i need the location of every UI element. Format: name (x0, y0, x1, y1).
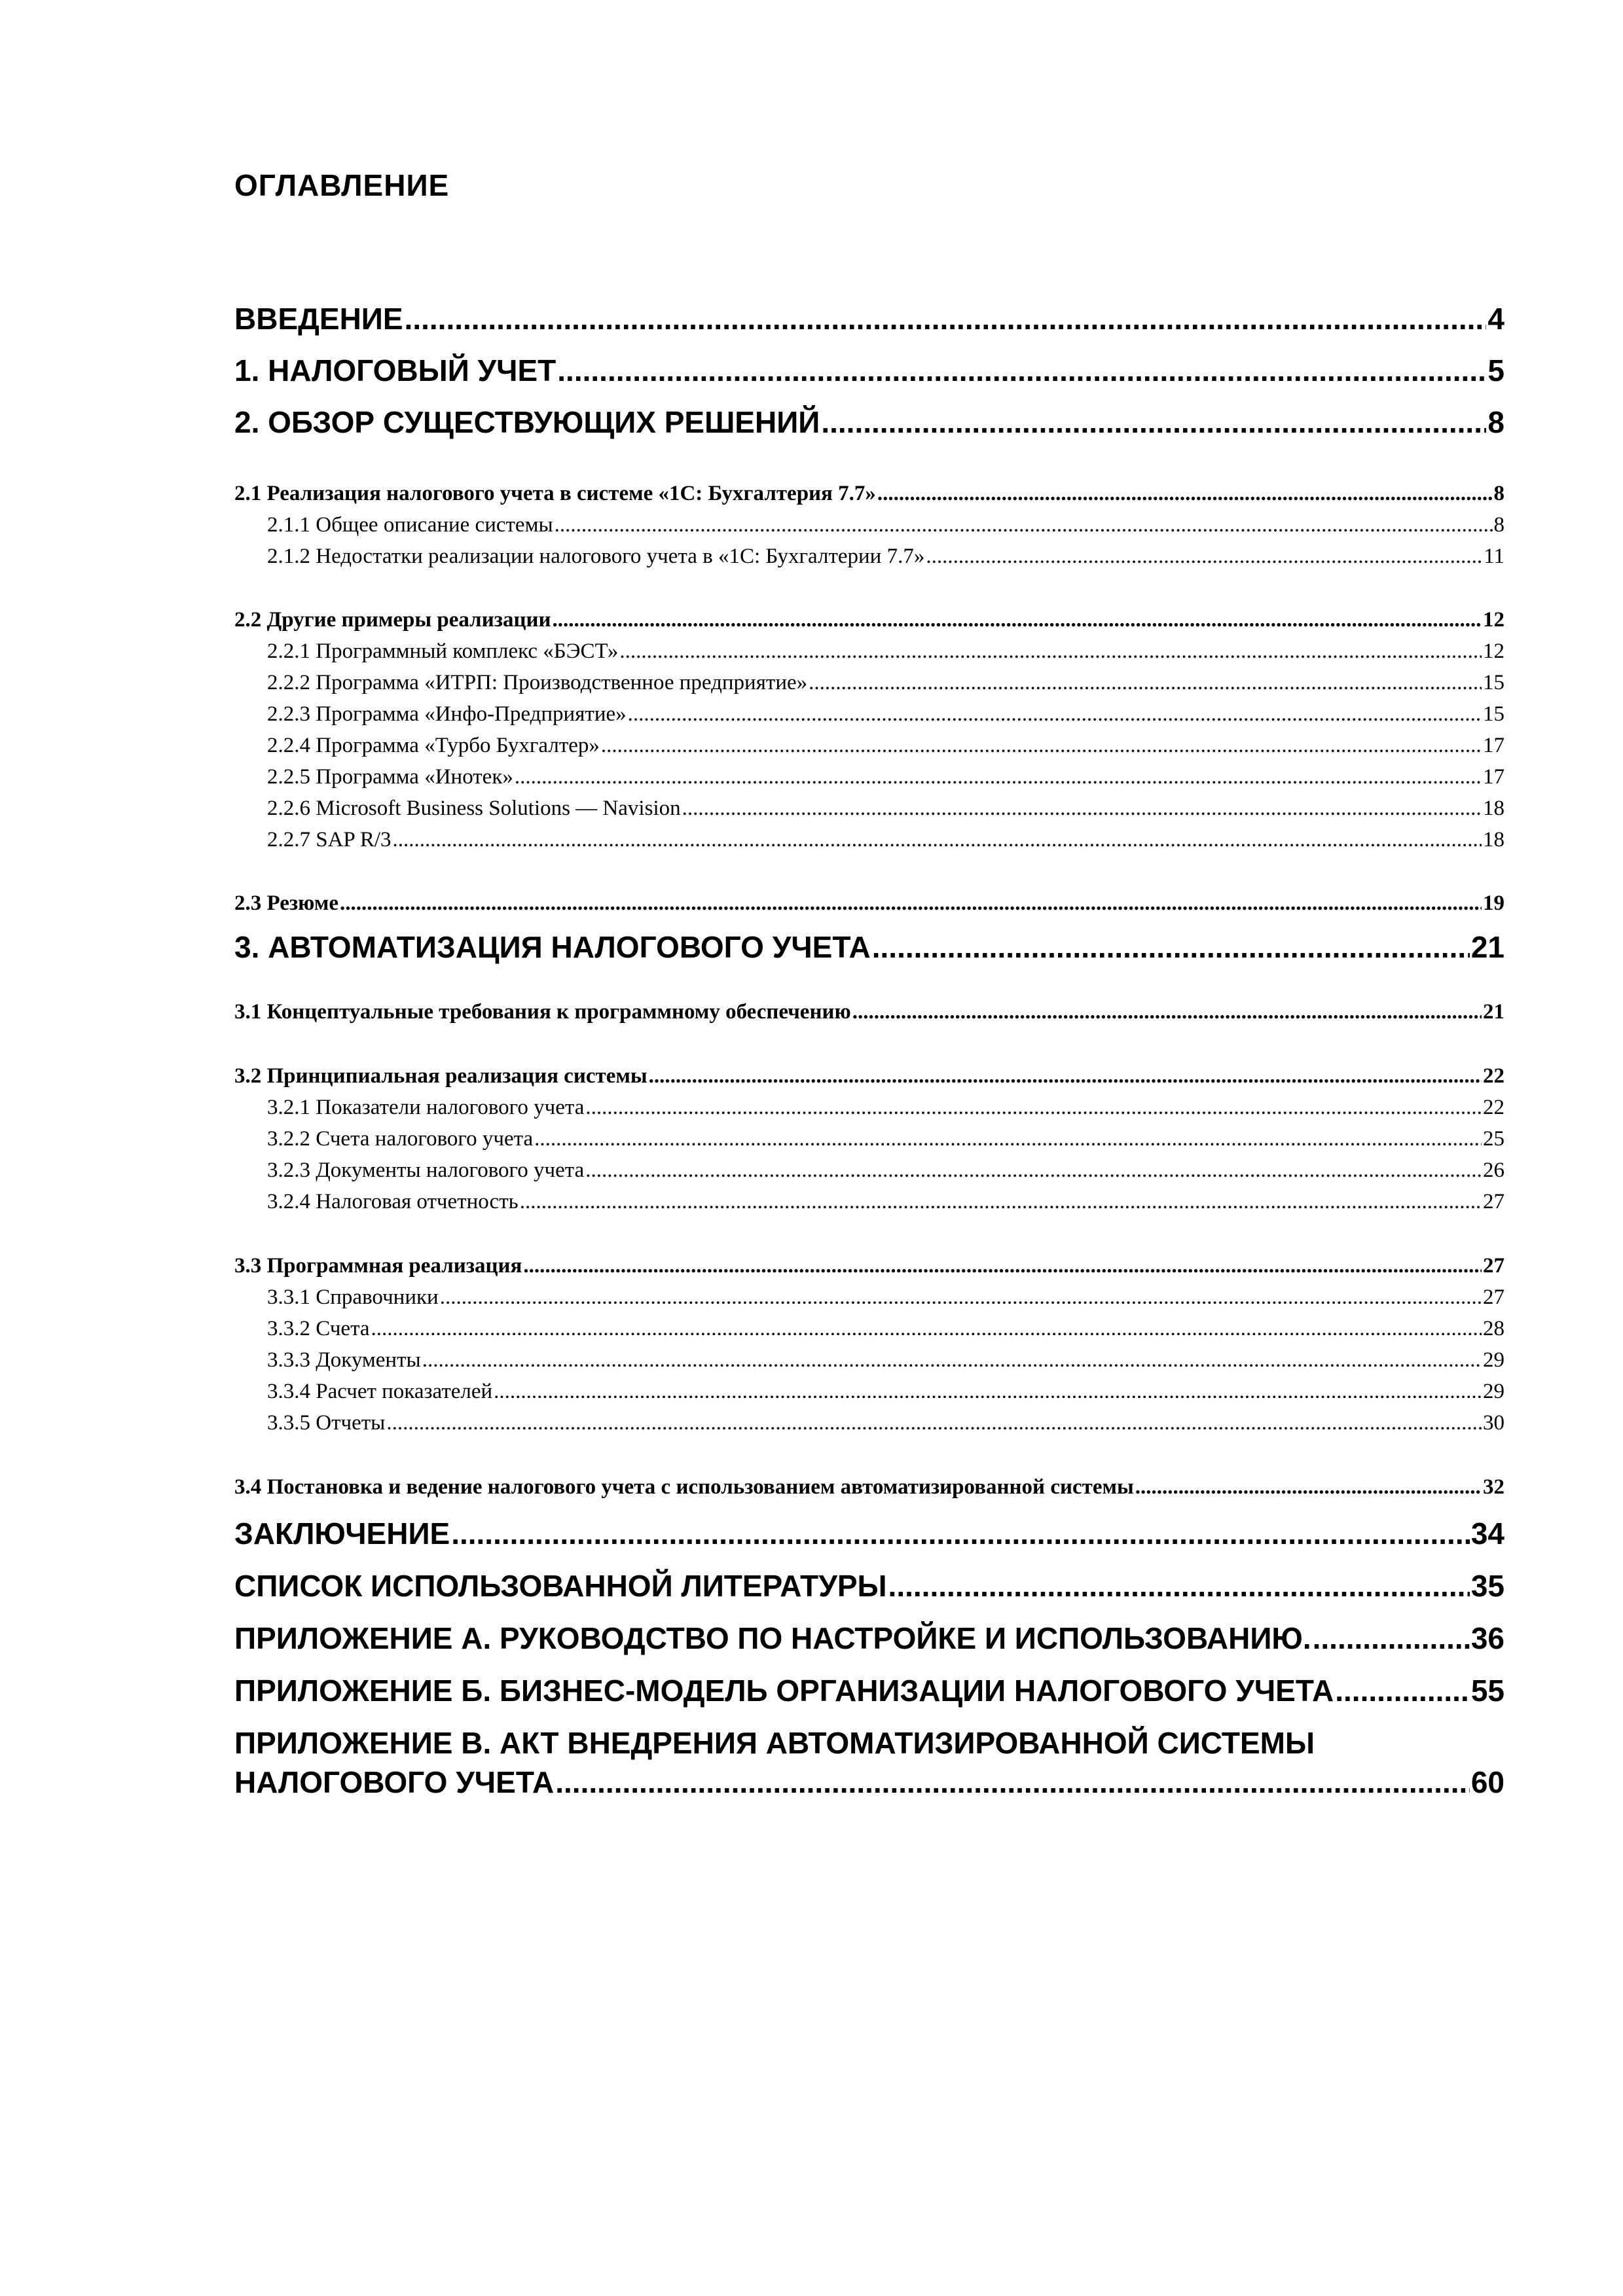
toc-entry-subsection-2-2-6[interactable] (234, 794, 1504, 823)
toc-entry-label: 3.3.4 Расчет показателей (267, 1380, 493, 1403)
dot-leader (601, 731, 1482, 760)
toc-entry-label: 3.2.4 Налоговая отчетность (267, 1190, 519, 1213)
toc-entry-label: ВВЕДЕНИЕ (234, 302, 403, 336)
toc-entry-section-2-2[interactable] (234, 605, 1504, 634)
toc-page-number: 29 (1483, 1380, 1504, 1403)
toc-page-number: 12 (1483, 608, 1504, 632)
dot-leader (555, 1763, 1470, 1802)
toc-entry-label: 3.3.5 Отчеты (267, 1411, 386, 1435)
toc-entry-subsection-2-2-3[interactable] (234, 700, 1504, 728)
dot-leader (872, 927, 1470, 967)
toc-entry-label: ПРИЛОЖЕНИЕ Б. БИЗНЕС-МОДЕЛЬ ОРГАНИЗАЦИИ НАЛОГОВОГО УЧЕТА (234, 1674, 1334, 1708)
toc-entry-label: 2.2 Другие примеры реализации (234, 608, 551, 632)
dot-leader (852, 997, 1482, 1026)
toc-page-number: 8 (1487, 405, 1504, 439)
toc-entry-label: 2.2.5 Программа «Инотек» (267, 765, 513, 789)
toc-page-number: 21 (1483, 1000, 1504, 1024)
dot-leader (534, 1124, 1482, 1153)
toc-entry-subsection-2-2-5[interactable] (234, 762, 1504, 791)
toc-page-number: 4 (1487, 302, 1504, 336)
toc-page-number: 18 (1483, 828, 1504, 852)
toc-entry-appendix-b[interactable] (234, 1671, 1504, 1710)
dot-leader (393, 825, 1482, 854)
dot-leader (809, 668, 1482, 697)
toc-page-number: 19 (1483, 891, 1504, 915)
toc-entry-label: 3.2 Принципиальная реализация системы (234, 1064, 647, 1088)
toc-entry-label: 1. НАЛОГОВЫЙ УЧЕТ (234, 353, 556, 387)
toc-entry-subsection-3-3-4[interactable] (234, 1377, 1504, 1406)
toc-entry-section-3-4[interactable] (234, 1473, 1504, 1501)
dot-leader (340, 889, 1482, 918)
toc-entry-label-line-1: ПРИЛОЖЕНИЕ В. АКТ ВНЕДРЕНИЯ АВТОМАТИЗИРОВАННОЙ СИСТЕМЫ (234, 1726, 1315, 1760)
toc-page-number: 22 (1483, 1096, 1504, 1119)
dot-leader (585, 1156, 1482, 1185)
toc-page-number: 27 (1483, 1285, 1504, 1309)
toc-entry-label: 2.2.2 Программа «ИТРП: Производственное предприятие» (267, 671, 808, 694)
dot-leader (494, 1377, 1482, 1406)
toc-entry-subsection-2-1-2[interactable] (234, 542, 1504, 571)
toc-page-number: 55 (1470, 1674, 1504, 1708)
toc-entry-label: 3.3 Программная реализация (234, 1254, 522, 1278)
dot-leader (451, 1514, 1470, 1553)
toc-entry-subsection-2-1-1[interactable] (234, 511, 1504, 539)
toc-entry-appendix-a[interactable] (234, 1619, 1504, 1658)
toc-entry-appendix-v[interactable] (234, 1723, 1504, 1802)
dot-leader (1135, 1473, 1482, 1501)
toc-page-number: 26 (1483, 1158, 1504, 1182)
toc-entry-subsection-2-2-4[interactable] (234, 731, 1504, 760)
toc-entry-label: 2.1 Реализация налогового учета в системе «1С: Бухгалтерия 7.7» (234, 482, 876, 505)
toc-page-number: 29 (1483, 1348, 1504, 1372)
toc-entry-label: 3.3.3 Документы (267, 1348, 421, 1372)
dot-leader (440, 1283, 1482, 1312)
toc-entry-label: 3.3.2 Счета (267, 1317, 370, 1340)
toc-page-number: 36 (1470, 1621, 1504, 1655)
toc-page-number: 27 (1483, 1190, 1504, 1213)
dot-leader (555, 511, 1493, 539)
toc-entry-section-3-1[interactable] (234, 997, 1504, 1026)
toc-entry-label: 2.2.4 Программа «Турбо Бухгалтер» (267, 734, 600, 757)
toc-entry-conclusion[interactable] (234, 1514, 1504, 1553)
toc-page-number: 27 (1483, 1254, 1504, 1278)
toc-entry-label: 3.2.3 Документы налогового учета (267, 1158, 585, 1182)
toc-entry-label: 3.2.1 Показатели налогового учета (267, 1096, 585, 1119)
toc-entry-label: 2.2.6 Microsoft Business Solutions — Navision (267, 797, 681, 820)
dot-leader (520, 1187, 1482, 1216)
dot-leader (1313, 1619, 1470, 1658)
toc-entry-label: 3.3.1 Справочники (267, 1285, 439, 1309)
toc-entry-subsection-3-3-5[interactable] (234, 1408, 1504, 1437)
toc-entry-chapter-1[interactable] (234, 351, 1504, 390)
toc-entry-section-2-1[interactable] (234, 479, 1504, 508)
toc-entry-label: 2.2.1 Программный комплекс «БЭСТ» (267, 639, 619, 663)
toc-page-number: 30 (1483, 1411, 1504, 1435)
toc-entry-section-3-2[interactable] (234, 1062, 1504, 1090)
toc-page-number: 8 (1493, 513, 1504, 537)
toc-entry-intro[interactable] (234, 299, 1504, 338)
toc-entry-label: ПРИЛОЖЕНИЕ А. РУКОВОДСТВО ПО НАСТРОЙКЕ И ИСПОЛЬЗОВАНИЮ. (234, 1621, 1311, 1655)
toc-entry-section-2-3[interactable] (234, 889, 1504, 918)
toc-entry-label: 2. ОБЗОР СУЩЕСТВУЮЩИХ РЕШЕНИЙ (234, 405, 820, 439)
toc-entry-subsection-2-2-1[interactable] (234, 637, 1504, 666)
document-page (234, 0, 1504, 2296)
dot-leader (585, 1093, 1482, 1122)
toc-page-number: 32 (1483, 1475, 1504, 1499)
toc-entry-subsection-3-3-2[interactable] (234, 1314, 1504, 1343)
toc-entry-subsection-3-3-3[interactable] (234, 1346, 1504, 1374)
toc-entry-label: 3.2.2 Счета налогового учета (267, 1127, 534, 1151)
toc-page-number: 15 (1483, 671, 1504, 694)
dot-leader (422, 1346, 1482, 1374)
dot-leader (1335, 1671, 1470, 1710)
toc-page-number: 35 (1470, 1569, 1504, 1603)
toc-entry-label: ЗАКЛЮЧЕНИЕ (234, 1516, 450, 1551)
dot-leader (682, 794, 1482, 823)
dot-leader (877, 479, 1493, 508)
toc-entry-subsection-3-3-1[interactable] (234, 1283, 1504, 1312)
dot-leader (515, 762, 1482, 791)
dot-leader (628, 700, 1482, 728)
toc-entry-label: 2.1.1 Общее описание системы (267, 513, 553, 537)
dot-leader (371, 1314, 1482, 1343)
toc-entry-label: СПИСОК ИСПОЛЬЗОВАННОЙ ЛИТЕРАТУРЫ (234, 1569, 887, 1603)
toc-entry-label: 2.2.7 SAP R/3 (267, 828, 392, 852)
toc-entry-label: 2.2.3 Программа «Инфо-Предприятие» (267, 702, 627, 726)
toc-title: ОГЛАВЛЕНИЕ (234, 168, 450, 202)
toc-entry-section-3-3[interactable] (234, 1251, 1504, 1280)
toc-entry-subsection-2-2-7[interactable] (234, 825, 1504, 854)
toc-entry-label: 2.3 Резюме (234, 891, 339, 915)
toc-entry-label: 3.1 Концептуальные требования к программному обеспечению (234, 1000, 851, 1024)
toc-page-number: 28 (1483, 1317, 1504, 1340)
dot-leader (553, 605, 1482, 634)
toc-page-number: 15 (1483, 702, 1504, 726)
toc-entry-label: 2.1.2 Недостатки реализации налогового учета в «1С: Бухгалтерии 7.7» (267, 545, 925, 568)
toc-entry-label-line-2: НАЛОГОВОГО УЧЕТА (234, 1765, 555, 1799)
toc-entry-chapter-3[interactable] (234, 927, 1504, 967)
toc-page-number: 22 (1483, 1064, 1504, 1088)
toc-page-number: 60 (1470, 1765, 1504, 1799)
toc-entry-label: 3.4 Постановка и ведение налогового учета с использованием автоматизированной системы (234, 1475, 1134, 1499)
toc-entry-subsection-3-2-3[interactable] (234, 1156, 1504, 1185)
dot-leader (619, 637, 1482, 666)
dot-leader (386, 1408, 1482, 1437)
dot-leader (888, 1566, 1470, 1605)
toc-page-number: 12 (1483, 639, 1504, 663)
dot-leader (649, 1062, 1482, 1090)
dot-leader (523, 1251, 1482, 1280)
toc-entry-label: 3. АВТОМАТИЗАЦИЯ НАЛОГОВОГО УЧЕТА (234, 930, 871, 964)
toc-page-number: 17 (1483, 734, 1504, 757)
toc-page-number: 8 (1493, 482, 1504, 505)
dot-leader (821, 403, 1486, 442)
toc-page-number: 18 (1483, 797, 1504, 820)
toc-entry-subsection-2-2-2[interactable] (234, 668, 1504, 697)
toc-page-number: 11 (1484, 545, 1504, 568)
toc-entry-subsection-3-2-2[interactable] (234, 1124, 1504, 1153)
toc-page-number: 17 (1483, 765, 1504, 789)
toc-entry-chapter-2[interactable] (234, 403, 1504, 442)
dot-leader (926, 542, 1482, 571)
toc-entry-subsection-3-2-4[interactable] (234, 1187, 1504, 1216)
toc-page-number: 25 (1483, 1127, 1504, 1151)
dot-leader (405, 299, 1487, 338)
toc-entry-subsection-3-2-1[interactable] (234, 1093, 1504, 1122)
toc-page-number: 34 (1470, 1516, 1504, 1551)
toc-page-number: 21 (1470, 930, 1504, 964)
toc-page-number: 5 (1487, 353, 1504, 387)
dot-leader (557, 351, 1486, 390)
toc-entry-references[interactable] (234, 1566, 1504, 1605)
